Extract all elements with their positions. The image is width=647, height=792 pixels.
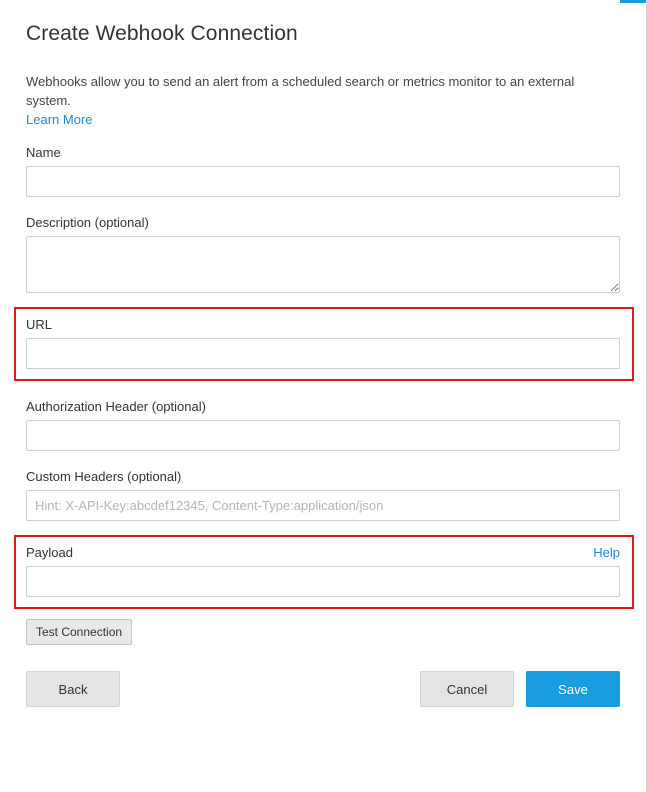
name-field-group — [26, 145, 620, 197]
authorization-header-input[interactable] — [26, 420, 620, 451]
description-label: Description (optional) — [26, 215, 149, 230]
url-input[interactable] — [26, 338, 620, 369]
page-title: Create Webhook Connection — [26, 22, 298, 45]
name-label: Name — [26, 145, 61, 160]
payload-label-row — [26, 545, 620, 566]
authorization-header-field-group — [26, 399, 620, 451]
intro-text: Webhooks allow you to send an alert from a scheduled search or metrics monitor to an external system. — [26, 74, 575, 108]
learn-more-link[interactable]: Learn More — [26, 112, 93, 127]
payload-help-link[interactable]: Help — [593, 545, 620, 560]
test-connection-button[interactable]: Test Connection — [26, 619, 132, 645]
url-label: URL — [26, 317, 53, 332]
save-button[interactable]: Save — [526, 671, 620, 707]
payload-label: Payload — [26, 545, 73, 560]
custom-headers-input[interactable] — [26, 490, 620, 521]
description-textarea[interactable] — [26, 236, 620, 293]
payload-input[interactable] — [26, 566, 620, 597]
url-highlight-box — [14, 307, 634, 381]
cancel-button[interactable]: Cancel — [420, 671, 514, 707]
top-accent-bar — [620, 0, 646, 3]
dialog-footer — [26, 671, 620, 707]
name-input[interactable] — [26, 166, 620, 197]
authorization-header-label: Authorization Header (optional) — [26, 399, 206, 414]
custom-headers-label: Custom Headers (optional) — [26, 469, 182, 484]
custom-headers-field-group — [26, 469, 620, 521]
payload-highlight-box — [14, 535, 634, 609]
description-field-group — [26, 215, 620, 293]
back-button[interactable]: Back — [26, 671, 120, 707]
